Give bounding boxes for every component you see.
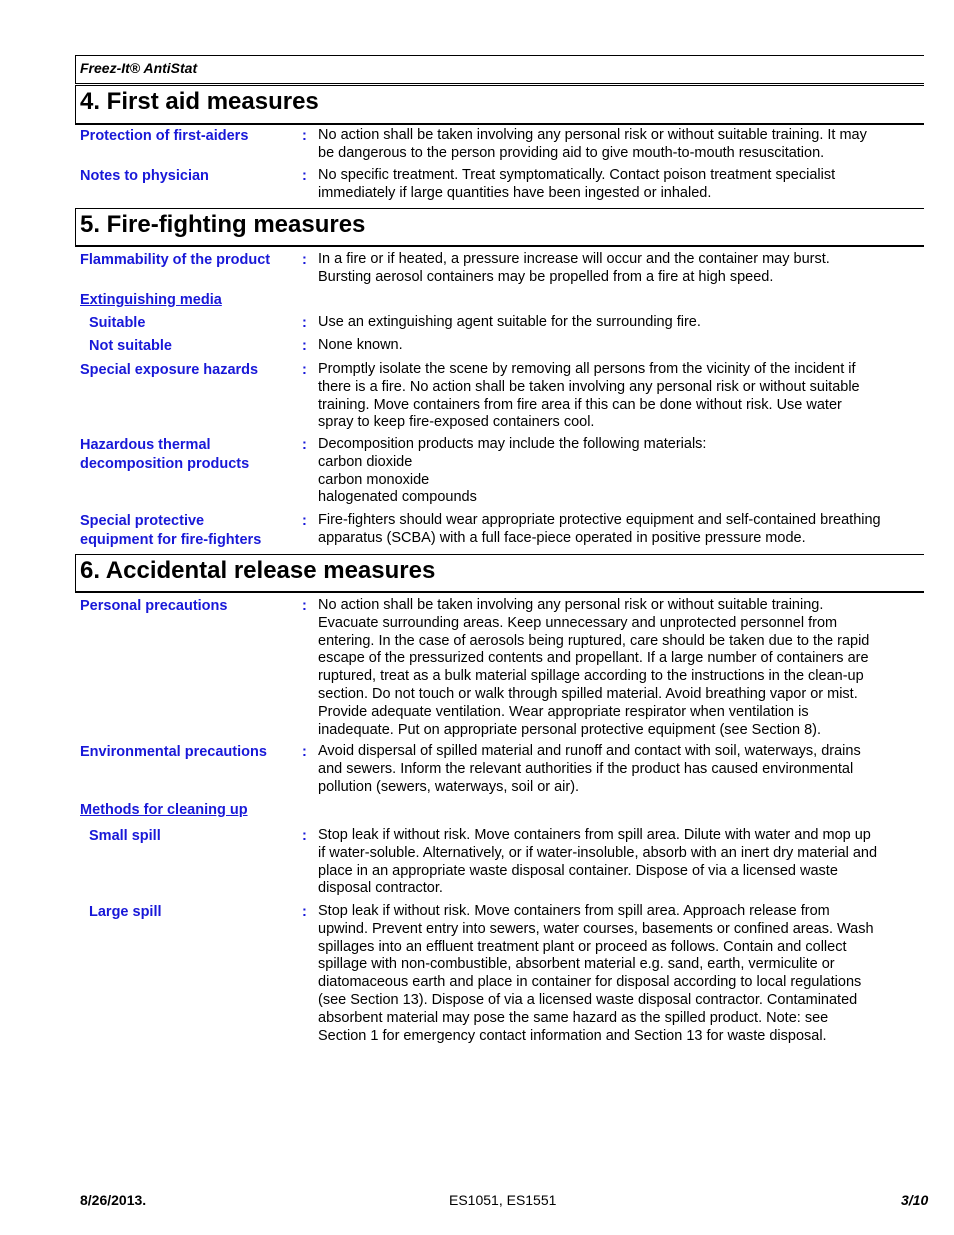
- text-line: entering. In the case of aerosols being ruptured, care should be taken due to the rapid: [318, 632, 870, 649]
- label-suitable: Suitable: [89, 315, 146, 331]
- section-4-heading: 4. First aid measures: [75, 85, 924, 125]
- text-line: No specific treatment. Treat symptomatically. Contact poison treatment specialist: [318, 167, 836, 183]
- value-not-suitable: [318, 337, 924, 355]
- text-line: Evacuate surrounding areas. Keep unnecessary and unprotected personnel from: [318, 614, 838, 631]
- text-line: diatomaceous earth and place in container for disposal according to local regulations: [318, 974, 862, 991]
- text-line: training. Move containers from fire area if this can be done without risk. Use water: [318, 396, 842, 413]
- text-line: section. Do not touch or walk through spilled material. Avoid breathing vapor or mist.: [318, 685, 858, 702]
- text-line: Stop leak if without risk. Move containers from spill area. Approach release from: [318, 903, 830, 919]
- text-line: pollution (sewers, waterways, soil or air).: [318, 778, 580, 795]
- text-line: Special protective: [80, 513, 205, 529]
- text-line: Avoid dispersal of spilled material and runoff and contact with soil, waterways, drains: [318, 743, 861, 759]
- text-line: None known.: [318, 337, 403, 353]
- separator: :: [302, 252, 307, 268]
- separator: :: [302, 362, 307, 378]
- value-protection-of-first-aiders: [318, 127, 924, 163]
- value-large-spill: [318, 903, 924, 1045]
- text-line: if water-soluble. Alternatively, or if water-insoluble, absorb with an inert dry material and: [318, 844, 878, 861]
- text-line: be dangerous to the person providing aid to give mouth-to-mouth resuscitation.: [318, 144, 825, 161]
- value-small-spill: [318, 827, 924, 898]
- label-small-spill: Small spill: [89, 828, 161, 844]
- text-line: absorbent material may pose the same hazard as the spilled product. Note: see: [318, 1009, 829, 1026]
- text-line: In a fire or if heated, a pressure increase will occur and the container may burst.: [318, 251, 830, 267]
- text-line: halogenated compounds: [318, 489, 477, 506]
- text-line: Promptly isolate the scene by removing all persons from the vicinity of the incident if: [318, 361, 856, 377]
- footer-date: 8/26/2013.: [80, 1192, 147, 1208]
- text-line: inadequate. Put on appropriate personal protective equipment (see Section 8).: [318, 721, 821, 738]
- text-line: there is a fire. No action shall be taken involving any personal risk or without suitable: [318, 378, 860, 395]
- value-hazardous-thermal: [318, 436, 924, 507]
- section-5-heading: 5. Fire-fighting measures: [75, 208, 924, 247]
- document-header: [75, 55, 924, 84]
- label-hazardous-thermal: [80, 436, 249, 474]
- separator: :: [302, 598, 307, 614]
- separator: :: [302, 128, 307, 144]
- label-special-exposure-hazards: Special exposure hazards: [80, 362, 259, 378]
- value-special-protective: [318, 512, 924, 548]
- separator: :: [302, 744, 307, 760]
- label-not-suitable: Not suitable: [89, 338, 172, 354]
- value-suitable: [318, 314, 924, 332]
- section-6-heading: 6. Accidental release measures: [75, 554, 924, 593]
- text-line: upwind. Prevent entry into sewers, water courses, basements or confined areas. Wash: [318, 920, 874, 937]
- text-line: escape of the pressurized contents and propellant. If a large number of containers are: [318, 650, 869, 667]
- text-line: carbon monoxide: [318, 471, 430, 488]
- product-name: Freez-It® AntiStat: [80, 60, 198, 76]
- footer-codes: ES1051, ES1551: [449, 1192, 557, 1208]
- separator: :: [302, 513, 307, 529]
- label-flammability: Flammability of the product: [80, 252, 271, 268]
- label-special-protective: [80, 512, 261, 550]
- methods-for-cleaning-up-heading: Methods for cleaning up: [80, 802, 248, 818]
- text-line: spray to keep fire-exposed containers cool.: [318, 414, 595, 431]
- extinguishing-media-heading: Extinguishing media: [80, 292, 222, 308]
- text-line: decomposition products: [80, 456, 250, 472]
- text-line: Fire-fighters should wear appropriate protective equipment and self-contained breathing: [318, 512, 881, 528]
- text-line: equipment for fire-fighters: [80, 532, 262, 548]
- footer-page-number: 3/10: [901, 1192, 929, 1208]
- label-environmental-precautions: Environmental precautions: [80, 744, 267, 760]
- separator: :: [302, 828, 307, 844]
- text-line: No action shall be taken involving any personal risk or without suitable training. It may: [318, 127, 867, 143]
- separator: :: [302, 315, 307, 331]
- text-line: Provide adequate ventilation. Wear appropriate respirator when ventilation is: [318, 703, 809, 720]
- value-notes-to-physician: [318, 167, 924, 203]
- text-line: ruptured, treat as a bulk material spillage according to the instructions in the clean-up: [318, 668, 864, 685]
- text-line: and sewers. Inform the relevant authorities if the product has caused environmental: [318, 760, 854, 777]
- value-special-exposure-hazards: [318, 361, 924, 432]
- text-line: Bursting aerosol containers may be propelled from a fire at high speed.: [318, 268, 774, 285]
- text-line: carbon dioxide: [318, 453, 413, 470]
- text-line: spillages into an effluent treatment plant or proceed as follows. Contain and collect: [318, 938, 847, 955]
- text-line: Hazardous thermal: [80, 437, 211, 453]
- text-line: Decomposition products may include the following materials:: [318, 436, 707, 452]
- value-flammability: [318, 251, 924, 287]
- text-line: disposal contractor.: [318, 880, 443, 897]
- label-notes-to-physician: Notes to physician: [80, 168, 209, 184]
- text-line: spillage with non-combustible, absorbent material e.g. sand, earth, vermiculite or: [318, 956, 835, 973]
- value-personal-precautions: [318, 597, 924, 739]
- text-line: place in an appropriate waste disposal container. Dispose of via a licensed waste: [318, 862, 838, 879]
- separator: :: [302, 168, 307, 184]
- text-line: immediately if large quantities have been ingested or inhaled.: [318, 184, 712, 201]
- text-line: (see Section 13). Dispose of via a licensed waste disposal contractor. Contaminated: [318, 991, 858, 1008]
- separator: :: [302, 437, 307, 453]
- text-line: No action shall be taken involving any personal risk or without suitable training.: [318, 597, 824, 613]
- label-large-spill: Large spill: [89, 904, 162, 920]
- text-line: apparatus (SCBA) with a full face-piece operated in positive pressure mode.: [318, 529, 806, 546]
- label-protection-of-first-aiders: Protection of first-aiders: [80, 128, 249, 144]
- separator: :: [302, 338, 307, 354]
- text-line: Stop leak if without risk. Move containers from spill area. Dilute with water and mop up: [318, 827, 871, 843]
- label-personal-precautions: Personal precautions: [80, 598, 228, 614]
- text-line: Section 1 for emergency contact information and Section 13 for waste disposal.: [318, 1027, 827, 1044]
- text-line: Use an extinguishing agent suitable for the surrounding fire.: [318, 314, 701, 330]
- separator: :: [302, 904, 307, 920]
- value-environmental-precautions: [318, 743, 924, 796]
